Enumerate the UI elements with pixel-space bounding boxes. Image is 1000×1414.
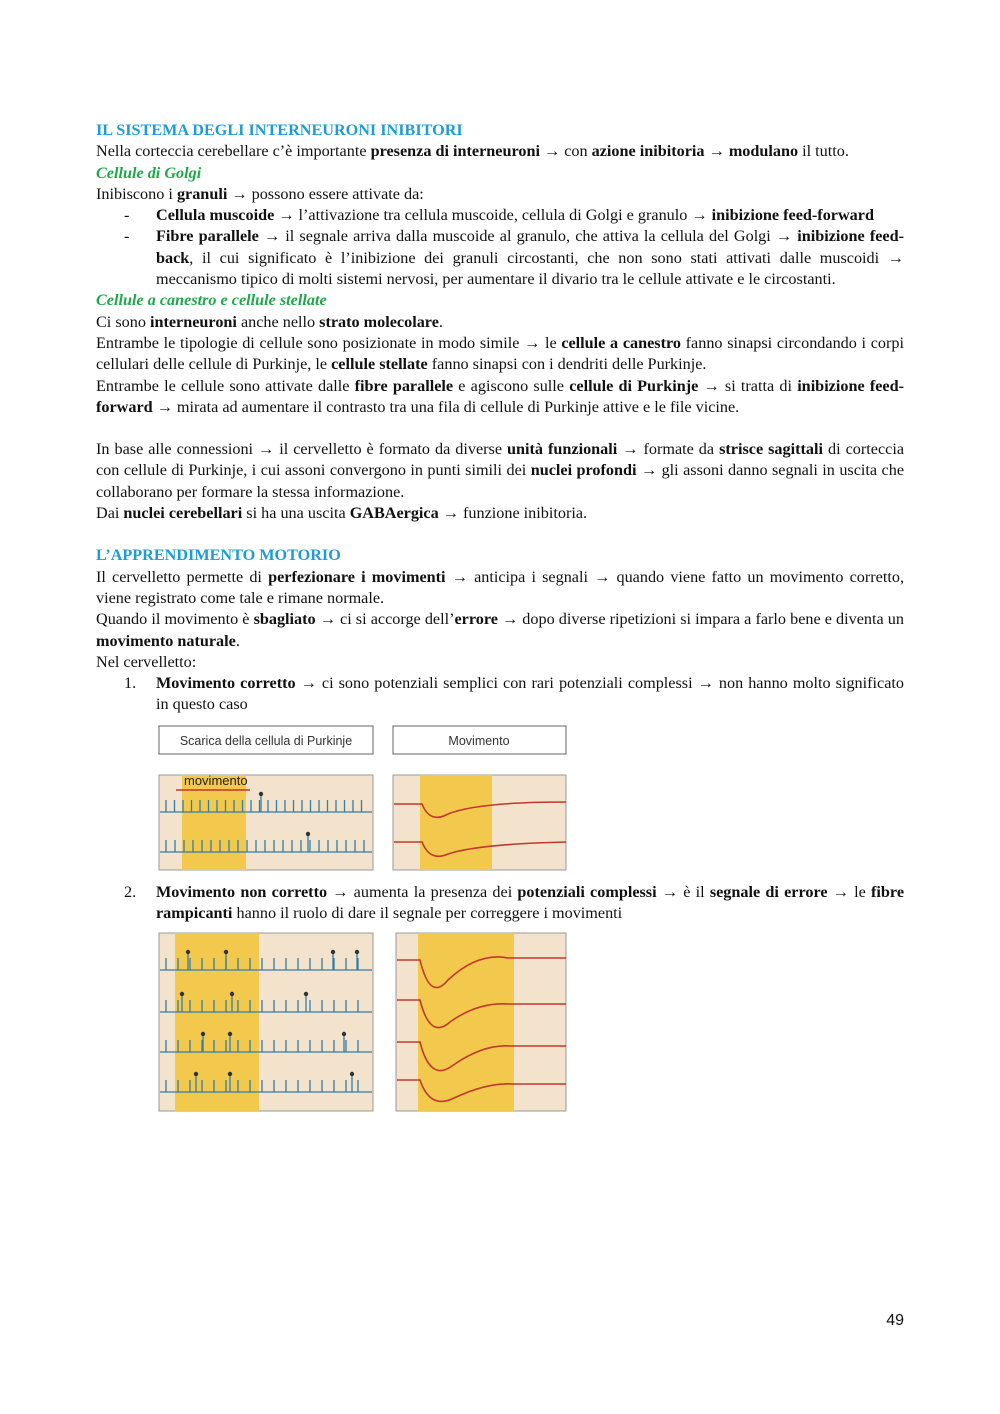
text-run: → possono essere attivate da: [227, 184, 424, 203]
subsection-title-canestro: Cellule a canestro e cellule stellate [96, 291, 327, 310]
text-run: → il segnale arriva dalla muscoide al granulo, che attiva la cellula del Golgi → [258, 227, 798, 246]
text-run: il tutto. [798, 142, 849, 161]
text-run: . [235, 631, 240, 650]
complex-spike-head [355, 950, 359, 954]
label-movimento: Movimento [448, 733, 510, 748]
document-page [96, 120, 904, 1114]
list-item [96, 226, 904, 290]
complex-spike-head [331, 950, 335, 954]
text-run: anche nello [236, 312, 320, 331]
text-run: Ci sono [96, 312, 150, 331]
bold-text: inibizione feed-back [156, 227, 905, 267]
text-run: → si tratta di [698, 376, 798, 395]
text-run: → gli assoni danno segnali in uscita che collaborano per formare la stessa informazione. [96, 461, 904, 501]
bold-text: nuclei profondi [530, 461, 637, 480]
text-run: → con [539, 142, 592, 161]
text-run: Inibiscono i [96, 184, 177, 203]
list-item [96, 673, 904, 716]
complex-spike-head [306, 832, 310, 836]
paragraph [96, 503, 904, 524]
text-run: → mirata ad aumentare il contrasto tra una fila di cellule di Purkinje attive e le file vicine. [152, 397, 740, 416]
complex-spike-head [259, 792, 263, 796]
bold-text: interneuroni [149, 312, 237, 331]
bold-text: segnale di errore [709, 882, 828, 901]
text-run: → è il [656, 882, 710, 901]
figure-incorrect-movement [158, 932, 904, 1114]
paragraph [96, 439, 904, 503]
bold-text: unità funzionali [507, 440, 618, 459]
text-run: Nella corteccia cerebellare c’è importante [96, 142, 371, 161]
text-run: Quando il movimento è [96, 610, 254, 629]
text-run: Entrambe le tipologie di cellule sono posizionate in modo simile → le [96, 333, 562, 352]
section-title-apprendimento: L’APPRENDIMENTO MOTORIO [96, 546, 341, 565]
figure-correct-movement [158, 724, 904, 872]
bold-text: modulano [728, 142, 799, 161]
complex-spike-head [228, 1032, 232, 1036]
bold-text: Movimento non corretto [156, 882, 328, 901]
text-run: → ci si accorge dell’ [315, 610, 455, 629]
label-purkinje: Scarica della cellula di Purkinje [179, 733, 353, 748]
complex-spike-head [228, 1072, 232, 1076]
bold-text: presenza di interneuroni [370, 142, 540, 161]
text-run: → aumenta la presenza dei [327, 882, 518, 901]
figure-2-svg [158, 932, 568, 1114]
bold-text: cellule di Purkinje [569, 376, 699, 395]
bold-text: Fibre parallele [156, 227, 259, 246]
complex-spike-head [350, 1072, 354, 1076]
text-run: Entrambe le cellule sono attivate dalle [96, 376, 355, 395]
list-marker: 2. [124, 882, 137, 901]
text-run: . [438, 312, 443, 331]
text-run: → [704, 142, 729, 161]
bold-text: potenziali complessi [517, 882, 657, 901]
complex-spike-head [304, 992, 308, 996]
figure-1-svg [158, 724, 568, 872]
paragraph [96, 141, 904, 162]
paragraph [96, 609, 904, 652]
text-run: Dai [96, 504, 124, 523]
paragraph [96, 333, 904, 376]
text-run: Il cervelletto permette di [96, 567, 269, 586]
text-run: → funzione inibitoria. [438, 504, 588, 523]
bold-text: cellule stellate [331, 355, 428, 374]
complex-spike-head [201, 1032, 205, 1036]
text-run: → formate da [617, 440, 720, 459]
text-run: fanno sinapsi con i dendriti delle Purkinje. [427, 355, 707, 374]
bold-text: movimento naturale [96, 631, 236, 650]
bold-text: cellule a canestro [561, 333, 681, 352]
complex-spike-head [224, 950, 228, 954]
bold-text: strisce sagittali [719, 440, 823, 459]
text-run: In base alle connessioni → il cervelletto è formato da diverse [96, 440, 508, 459]
numbered-item-2 [96, 882, 904, 925]
paragraph: Nel cervelletto: [96, 652, 197, 671]
complex-spike-head [194, 1072, 198, 1076]
text-run: → anticipa i segnali → quando viene fatto un movimento corretto, viene registrato come tale e rimane normale. [96, 567, 905, 607]
text-run: di corteccia con cellule di Purkinje, i cui assoni convergono in punti simili dei [96, 440, 904, 480]
text-run: , il cui significato è l’inibizione dei granuli circostanti, che non sono stati attivati dalle muscoidi → meccanismo tipico di molti sistemi nervosi, per aumentare il divario tra le cellule attivate e le circostanti. [156, 248, 904, 289]
bold-text: sbagliato [253, 610, 316, 629]
bold-text: errore [454, 610, 498, 629]
bold-text: nuclei cerebellari [123, 504, 243, 523]
list-marker: - [124, 206, 130, 225]
text-run: → l’attivazione tra cellula muscoide, cellula di Golgi e granulo → [274, 206, 712, 225]
bold-text: perfezionare i movimenti [268, 567, 446, 586]
bold-text: Movimento corretto [156, 674, 296, 693]
text-run: hanno il ruolo di dare il segnale per correggere i movimenti [232, 904, 623, 923]
bold-text: fibre rampicanti [156, 882, 904, 923]
text-run: si ha una uscita [242, 504, 350, 523]
subsection-title-golgi: Cellule di Golgi [96, 163, 202, 182]
section-title-interneuroni: IL SISTEMA DEGLI INTERNEURONI INIBITORI [96, 121, 463, 139]
list-marker: 1. [124, 674, 137, 693]
paragraph [96, 376, 904, 419]
trace-highlight [420, 775, 492, 870]
text-run: → ci sono potenziali semplici con rari potenziali complessi → non hanno molto significato in questo caso [156, 674, 904, 714]
complex-spike-head [180, 992, 184, 996]
complex-spike-head [230, 992, 234, 996]
list-item [96, 205, 904, 226]
bold-text: inibizione feed-forward [96, 376, 905, 416]
numbered-item-1 [96, 673, 904, 716]
bold-text: fibre parallele [354, 376, 454, 395]
bold-text: azione inibitoria [591, 142, 705, 161]
complex-spike-head [186, 950, 190, 954]
list-marker: - [124, 227, 130, 246]
bold-text: granuli [176, 184, 228, 203]
text-run: → dopo diverse ripetizioni si impara a farlo bene e diventa un [497, 610, 904, 629]
text-run: fanno sinapsi circondando i corpi cellulari delle cellule di Purkinje, le [96, 333, 904, 374]
paragraph [96, 567, 904, 610]
paragraph [96, 184, 904, 205]
movement-label: movimento [184, 772, 248, 788]
paragraph [96, 312, 904, 333]
golgi-list [96, 205, 904, 290]
bold-text: inibizione feed-forward [711, 206, 874, 225]
text-run: → le [827, 882, 872, 901]
bold-text: Cellula muscoide [156, 206, 275, 225]
complex-spike-head [342, 1032, 346, 1036]
text-run: e agiscono sulle [453, 376, 570, 395]
page-number: 49 [886, 1312, 904, 1329]
bold-text: strato molecolare [319, 312, 439, 331]
bold-text: GABAergica [349, 504, 439, 523]
list-item [96, 882, 904, 925]
